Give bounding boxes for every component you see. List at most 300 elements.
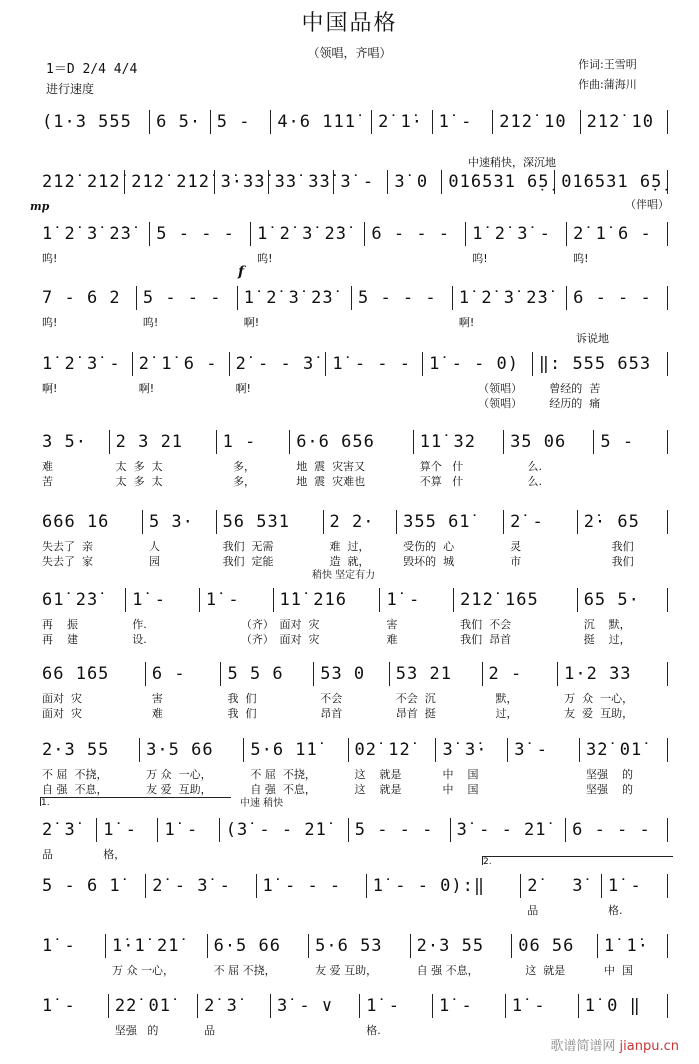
measure (142, 510, 216, 568)
lyric-verse-2: 么. (510, 475, 543, 488)
measure (507, 738, 579, 762)
measure-notes: 3̇·3̇3̇ (220, 172, 266, 192)
measure (210, 110, 271, 134)
staff-system (36, 510, 668, 568)
staff-system (36, 874, 668, 917)
watermark (550, 1035, 679, 1054)
expression-mark: 诉说地 (576, 332, 609, 345)
lyric-verse-2: 太 多 太 (115, 475, 163, 488)
lyric-verse-2: 自 强 不息， (250, 783, 316, 796)
measure (597, 934, 668, 977)
measure (36, 588, 125, 646)
measure (413, 430, 503, 488)
lyric-verse-2: 坚强 的 (586, 783, 634, 796)
measure (578, 994, 668, 1018)
composer-credit: 作曲:蒲海川 (578, 78, 637, 91)
measure-notes: 1̇ 2̇ 3̇ - (472, 224, 551, 244)
lyric-verse-1: 坚强 的 (114, 1024, 159, 1037)
measure (465, 222, 566, 265)
measure (389, 662, 482, 720)
expression-mark: （伴唱） (625, 198, 669, 211)
lyric-verse-1: 再 振 (42, 618, 78, 631)
measure-notes: 1̇ 2̇ 3̇ 2̇3̇ (458, 288, 549, 308)
measure-notes: 5 5 6 (227, 664, 284, 684)
measure-notes: 53 21 (395, 664, 452, 684)
measure-notes: 65 5· (583, 590, 640, 610)
measure-notes: 3̇ 0 (394, 172, 429, 192)
lyric-verse-1: 万 众 一心， (112, 964, 175, 977)
lyricist-credit: 作词:王雪明 (578, 58, 637, 71)
measure-notes: 666 1̇6 (42, 512, 110, 532)
measure-notes: 5 - (216, 112, 251, 132)
lyric-verse-1: 不 屈 不挠， (42, 768, 108, 781)
measure (256, 874, 366, 898)
measure (289, 430, 413, 488)
lyric-verse-2: 过， (488, 707, 518, 720)
lyric-verse-1: 害 (151, 692, 163, 705)
measure (452, 286, 566, 329)
measure (366, 874, 521, 898)
lyric-verse-1: 这 就是 (354, 768, 402, 781)
measure (36, 874, 145, 898)
measure-notes: 5 - - - (156, 224, 235, 244)
lyric-verse-1: 作. (132, 618, 147, 631)
lyric-verse-1: 万 众 一心， (564, 692, 634, 705)
measure-notes: ‖: 555 653 (538, 354, 652, 374)
measure-notes: 1̇ - - 0):‖ (372, 876, 486, 896)
lyric-verse-1: 算个 什 (419, 460, 464, 473)
measure-notes: 3̇ - (514, 740, 548, 760)
lyric-verse-2: 不算 什 (419, 475, 464, 488)
measure (36, 934, 105, 958)
measure-notes: (1·3 555 (42, 112, 132, 132)
lyric-verse-1: 格. (366, 1024, 381, 1037)
lyric-verse-1: 我们 (583, 540, 634, 553)
measure-notes: 5 - - - (357, 288, 437, 308)
staff-system (36, 222, 668, 265)
measure-notes: 2̇ - - 3̇ (235, 354, 315, 374)
lyric-verse-1: 呜! (142, 316, 159, 329)
lyric-verse-2: 地 震 灾难也 (296, 475, 366, 488)
measure-notes: 1̇ - (42, 996, 76, 1016)
measure-notes: 2·3 55 (416, 936, 485, 956)
measure (149, 110, 210, 134)
lyric-verse-1: 呜! (42, 252, 58, 265)
lyric-verse-1: 啊! (458, 316, 475, 329)
measure-notes: 1̇·1̇ 2̇1̇ (112, 936, 180, 956)
measure-notes: 2̇1̇2̇ 2̇1̇2̇ (42, 172, 121, 192)
measure (520, 874, 601, 917)
lyric-verse-2: 经历的 痛 (538, 397, 601, 410)
measure (268, 170, 334, 194)
measure-notes: 3̇ 3̇· (442, 740, 488, 760)
measure-notes: 2̇ 3̇ (527, 876, 584, 896)
lyric-verse-2: 造 就， (329, 555, 370, 568)
measure (379, 588, 453, 646)
measure-notes: 5 - 6 1̇ (42, 876, 121, 896)
lyric-verse-2: 我们 昂首 (460, 633, 512, 646)
measure (503, 430, 593, 488)
measure (348, 818, 450, 842)
measure (579, 738, 668, 796)
measure (132, 352, 229, 395)
measure-notes: 01̇6531 6̣5̣ (561, 172, 663, 192)
measure (273, 588, 380, 646)
lyric-verse-2: 设. (132, 633, 147, 646)
measure-notes: 1̇ - (42, 936, 76, 956)
lyric-verse-2: 友 爱 互助， (564, 707, 634, 720)
measure (157, 818, 218, 842)
lyric-verse-2: 多， (222, 475, 256, 488)
measure (410, 934, 512, 977)
lyric-verse-2: 我们 (583, 555, 634, 568)
measure (36, 662, 145, 720)
measure-notes: 5·6 53 (315, 936, 383, 956)
lyric-verse-1: 这 就是 (518, 964, 566, 977)
lyric-verse-1: 友 爱 互助， (315, 964, 378, 977)
measure-notes: 5 3· (148, 512, 194, 532)
measure (145, 874, 255, 898)
measure (199, 588, 274, 646)
measure (505, 994, 578, 1018)
measure-notes: 1̇ 0 ‖ (584, 996, 641, 1016)
lyric-verse-1: 默， (488, 692, 518, 705)
measure (220, 662, 313, 720)
lyric-verse-1: 灵 (510, 540, 522, 553)
lyric-verse-1: 品 (527, 904, 539, 917)
measure (432, 110, 493, 134)
measure (593, 430, 668, 454)
watermark-text: 歌谱简谱网 (550, 1039, 616, 1054)
measure (96, 818, 157, 861)
measure-notes: 1̇ - - - (332, 354, 411, 374)
dynamic-mark: f (238, 264, 245, 280)
lyric-verse-1: 不 屈 不挠， (213, 964, 276, 977)
lyric-verse-2: 这 就是 (354, 783, 402, 796)
measure-notes: 1̇ - - - (262, 876, 342, 896)
staff-system (36, 588, 668, 646)
measure (237, 286, 351, 329)
measure-notes: 3̇3̇ 3̇3̇ (274, 172, 331, 192)
measure-notes: 2·3 55 (42, 740, 110, 760)
measure (36, 170, 124, 194)
measure-notes: 2̇ - 3̇ - (152, 876, 231, 896)
lyric-verse-1: 地 震 灾害又 (296, 460, 366, 473)
measure-notes: 2̇ 3̇ (42, 820, 76, 840)
measure (422, 352, 532, 410)
lyric-verse-1: 不会 (320, 692, 343, 705)
measure (36, 110, 149, 134)
staff-system (36, 662, 668, 720)
measure (108, 994, 197, 1037)
measure-notes: 1̇ - (205, 590, 240, 610)
measure-notes: 2̇1̇2̇ 1̇0 (586, 112, 655, 132)
expression-mark: 中速稍快，深沉地 (468, 156, 556, 169)
lyric-verse-2: 我 们 (227, 707, 257, 720)
measure-notes: 7 - 6 2 (42, 288, 121, 308)
tempo-marking: 进行速度 (46, 82, 95, 96)
measure-notes: 1̇ 2̇ 3̇ 2̇3̇ (42, 224, 132, 244)
measure (348, 738, 436, 796)
measure-notes: 3̇ - ∨ (276, 996, 334, 1016)
measure-notes: 1·2 33 (564, 664, 632, 684)
measure (124, 170, 213, 194)
measure (125, 588, 199, 646)
lyric-verse-2: 挺 过， (583, 633, 631, 646)
lyric-verse-1: 多， (222, 460, 256, 473)
measure (109, 430, 216, 488)
measure (36, 738, 139, 796)
measure-notes: 1̇ - (438, 112, 473, 132)
measure (435, 738, 507, 796)
lyric-verse-1: 太 多 太 (115, 460, 163, 473)
measure (243, 738, 347, 796)
measure-notes: 56 531 (222, 512, 290, 532)
measure (396, 510, 503, 568)
measure (139, 738, 243, 796)
lyric-verse-2: 面对 灾 (42, 707, 82, 720)
lyric-verse-1: 呜! (257, 252, 273, 265)
lyric-verse-2: 园 (148, 555, 160, 568)
lyric-verse-2: 中 国 (442, 783, 479, 796)
measure (577, 510, 668, 568)
measure (36, 430, 109, 488)
measure-notes: 1̇ - (164, 820, 199, 840)
lyric-verse-1: 受伤的 心 (403, 540, 455, 553)
measure-notes: 3̇2̇ 01̇ (586, 740, 643, 760)
measure-notes: 1̇ - (103, 820, 137, 840)
measure (566, 286, 668, 310)
measure-notes: 66 1̇65 (42, 664, 110, 684)
measure-notes: 2 2· (329, 512, 375, 532)
measure (136, 286, 237, 329)
staff-system (36, 818, 668, 861)
measure-notes: 3 5· (42, 432, 87, 452)
measure (325, 352, 422, 376)
measure (565, 818, 668, 842)
measure (313, 662, 389, 720)
expression-mark: 稍快 坚定有力 (312, 570, 376, 581)
measure (532, 352, 668, 410)
song-subtitle: （领唱，齐唱） (307, 46, 392, 60)
measure (149, 222, 250, 246)
lyric-verse-2: 面对 灾 (279, 633, 320, 646)
lyric-verse-1: 啊! (42, 382, 58, 395)
lyric-verse-1: （领唱） (429, 382, 523, 395)
lyric-verse-1: 格， (103, 848, 126, 861)
measure (216, 430, 290, 488)
measure (387, 170, 441, 194)
lyric-verse-1: 呜! (42, 316, 58, 329)
lyric-verse-1: （齐） (205, 618, 274, 631)
measure-notes: 1̇ - (608, 876, 642, 896)
lyric-verse-1: 中 国 (604, 964, 633, 977)
measure-notes: 2̇· 65 (583, 512, 640, 532)
lyric-verse-1: 人 (148, 540, 160, 553)
lyric-verse-1: 呜! (472, 252, 488, 265)
measure-notes: 6·6 656 (296, 432, 375, 452)
measure-notes: 1̇ 2̇ 3̇ 2̇3̇ (257, 224, 348, 244)
expression-mark: 中速 稍快 (240, 798, 284, 809)
lyric-verse-1: 不会 沉 (395, 692, 436, 705)
measure (566, 222, 668, 265)
measure-notes: 5 - - - (354, 820, 434, 840)
measure-notes: 2̇ 1̇ 6 - (573, 224, 652, 244)
lyric-verse-1: 中 国 (442, 768, 479, 781)
measure-notes: 1 - (222, 432, 257, 452)
lyric-verse-1: 品 (204, 1024, 216, 1037)
measure (207, 934, 309, 977)
measure (36, 352, 132, 395)
staff-system (36, 352, 668, 410)
measure-notes: 2 3 21 (115, 432, 184, 452)
lyric-verse-1: 面对 灾 (42, 692, 82, 705)
lyric-verse-1: 难 过， (329, 540, 370, 553)
measure-notes: 06 56 (518, 936, 575, 956)
measure (482, 662, 558, 720)
measure (554, 170, 668, 194)
measure (601, 874, 668, 917)
measure (580, 110, 668, 134)
measure-notes: 01̇6531 6̣5̣ (448, 172, 550, 192)
staff-system (36, 430, 668, 488)
lyric-verse-1: 不 屈 不挠， (250, 768, 316, 781)
measure-notes: 1̇ - - 0) (429, 354, 520, 374)
measure-notes: 6 - - - (371, 224, 451, 244)
lyric-verse-2: 苦 (42, 475, 53, 488)
measure (359, 994, 432, 1037)
measure-notes: 2̇ 1̇ 6 - (138, 354, 218, 374)
measure-notes: 1̇ - (511, 996, 546, 1016)
measure-notes: 35 06 (510, 432, 567, 452)
dynamic-mark: mp (30, 200, 50, 213)
lyric-verse-2: 毁坏的 城 (403, 555, 455, 568)
lyric-verse-1: 我们 不会 (460, 618, 512, 631)
measure-notes: 5·6 1̇1̇ (250, 740, 318, 760)
measure-notes: 1̇ - (386, 590, 421, 610)
measure (36, 510, 142, 568)
measure-notes: 3̇ - (340, 172, 375, 192)
measure (351, 286, 452, 310)
lyric-verse-1: 沉 默， (583, 618, 631, 631)
staff-system (36, 286, 668, 329)
volta-2: 2. (482, 856, 673, 865)
measure (219, 818, 348, 842)
measure (229, 352, 326, 395)
measure (364, 222, 465, 246)
volta-1: 1. (40, 797, 231, 806)
measure (577, 588, 668, 646)
lyric-verse-1: 啊! (243, 316, 260, 329)
measure-notes: 4·6 1̇1̇1̇ (277, 112, 356, 132)
measure (308, 934, 410, 977)
measure-notes: 6 5· (156, 112, 202, 132)
lyric-verse-1: 啊! (235, 382, 251, 395)
song-title: 中国品格 (301, 11, 398, 36)
lyric-verse-2: 昂首 (320, 707, 343, 720)
measure (270, 994, 359, 1018)
lyric-verse-1: 害 (386, 618, 398, 631)
measure-notes: 2̇1̇2̇ 1̇0 (499, 112, 567, 132)
lyric-verse-2: 友 爱 互助， (146, 783, 212, 796)
measure-notes: (3̇ - - 2̇1̇ (225, 820, 327, 840)
measure-notes: 1̇ - (366, 996, 400, 1016)
measure-notes: 53 0 (320, 664, 366, 684)
measure (503, 510, 577, 568)
measure (323, 510, 397, 568)
measure (197, 994, 270, 1037)
measure (432, 994, 505, 1018)
measure-notes: 2̇ 3̇ (204, 996, 238, 1016)
lyric-verse-2: 再 建 (42, 633, 78, 646)
measure-notes: 6 - - - (573, 288, 652, 308)
lyric-verse-1: 万 众 一心， (146, 768, 212, 781)
measure-notes: 1̇ 2̇ 3̇ 2̇3̇ (243, 288, 334, 308)
measure-notes: 2 - (488, 664, 523, 684)
measure (250, 222, 364, 265)
lyric-verse-1: 曾经的 苦 (538, 382, 601, 395)
lyric-verse-2: 昂首 挺 (395, 707, 436, 720)
staff-system (36, 170, 668, 194)
lyric-verse-1: 失去了 亲 (42, 540, 93, 553)
lyric-verse-1: 难 (42, 460, 53, 473)
lyric-verse-1: 么. (510, 460, 543, 473)
lyric-verse-2: （领唱） (429, 397, 523, 410)
measure (441, 170, 554, 194)
lyric-verse-1: 啊! (138, 382, 155, 395)
measure (36, 994, 108, 1018)
measure-notes: 2̇2̇ 01̇ (114, 996, 172, 1016)
measure-notes: 2̇1̇2̇ 2̇1̇2̇ (131, 172, 210, 192)
lyric-verse-1: 呜! (573, 252, 589, 265)
measure (492, 110, 579, 134)
lyric-verse-1: 我们 无需 (222, 540, 274, 553)
lyric-verse-1: 我 们 (227, 692, 257, 705)
measure-notes: 6 - - - (572, 820, 651, 840)
lyric-verse-2: 市 (510, 555, 522, 568)
lyric-verse-2: （齐） (205, 633, 274, 646)
measure (214, 170, 268, 194)
measure-notes: 5 - - - (142, 288, 222, 308)
measure-notes: 2̇ 1̇· (378, 112, 424, 132)
measure (105, 934, 207, 977)
measure-notes: 3̇ - - 2̇1̇ (456, 820, 547, 840)
measure-notes: 5 - (600, 432, 635, 452)
measure (511, 934, 597, 977)
measure (371, 110, 432, 134)
key-signature: 1＝D 2/4 4/4 (46, 62, 138, 77)
measure-notes: 6·5 66 (213, 936, 281, 956)
lyric-verse-1: 品 (42, 848, 53, 861)
measure-notes: 1̇ 2̇ 3̇ - (42, 354, 121, 374)
measure-notes: 1̇ 1̇· (604, 936, 649, 956)
measure-notes: 2̇1̇2̇ 1̇65 (460, 590, 539, 610)
measure-notes: 61̇ 2̇3̇ (42, 590, 99, 610)
measure-notes: 1̇ - (439, 996, 473, 1016)
staff-system (36, 994, 668, 1037)
measure (557, 662, 668, 720)
measure (450, 818, 565, 842)
measure-notes: 355 61̇ (403, 512, 471, 532)
measure (36, 286, 136, 329)
measure (216, 510, 323, 568)
measure-notes: 3·5 66 (146, 740, 214, 760)
staff-system (36, 934, 668, 977)
measure (36, 222, 149, 265)
staff-system (36, 738, 668, 796)
measure (36, 818, 96, 861)
lyric-verse-1: 格. (608, 904, 623, 917)
